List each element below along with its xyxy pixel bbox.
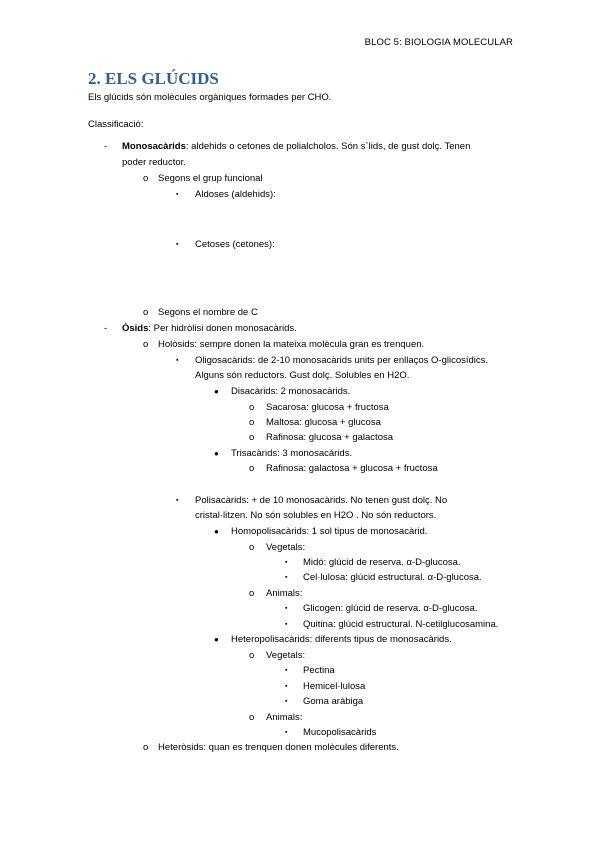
square-marker: ▪ — [285, 621, 288, 628]
animals-item: Animals: — [266, 712, 303, 723]
hemicellulosa-item: Hemicel·lulosa — [303, 681, 366, 692]
monosacarids-term: Monosacàrids — [122, 141, 186, 152]
bullet-marker: ● — [214, 449, 219, 458]
mido-item: Midó: glúcid de reserva. α-D-glucosa. — [303, 557, 461, 568]
glicogen-item: Glicogen: glúcid de reserva. α-D-glucosa. — [303, 603, 478, 614]
square-marker: ▪ — [285, 605, 288, 612]
mucopolisacarids-item: Mucopolisacàrids — [303, 727, 377, 738]
pectina-item: Pectina — [303, 665, 335, 676]
osids-item — [122, 323, 297, 335]
bullet-marker: ● — [214, 387, 219, 396]
circle-marker: o — [143, 307, 149, 318]
maltosa-item: Maltosa: glucosa + glucosa — [266, 417, 381, 428]
monosacarids-desc-cont: poder reductor. — [122, 157, 186, 168]
vegetals-item: Vegetals: — [266, 650, 306, 661]
circle-marker: o — [249, 432, 255, 443]
osids-term: Òsids — [122, 323, 149, 334]
page-header: BLOC 5: BIOLOGIA MOLECULAR — [364, 37, 513, 48]
oligosacarids-item: Oligosacàrids: de 2-10 monosacàrids units per enllaços O-glicosídics. — [195, 355, 489, 366]
grup-funcional-item: Segons el grup funcional — [158, 173, 263, 184]
polisacarids-item: Polisacàrids: + de 10 monosacàrids. No tenen gust dolç. No — [195, 495, 448, 506]
rafinosa-tri-item: Rafinosa: galactosa + glucosa + fructosa — [266, 463, 438, 474]
holosids-item: Holòsids: sempre donen la mateixa molècula gran es trenquen. — [158, 339, 425, 350]
dash-marker: - — [104, 141, 108, 152]
square-marker: ▪ — [285, 683, 288, 690]
circle-marker: o — [249, 542, 255, 553]
goma-arabiga-item: Goma aràbiga — [303, 696, 364, 707]
circle-marker: o — [143, 339, 149, 350]
circle-marker: o — [249, 712, 255, 723]
circle-marker: o — [249, 650, 255, 661]
square-marker: ▪ — [285, 698, 288, 705]
square-marker: ▪ — [285, 574, 288, 581]
section-title: 2. ELS GLÚCIDS — [88, 69, 219, 88]
square-marker: ▪ — [176, 497, 179, 504]
aldoses-item: Aldoses (aldehids): — [195, 189, 276, 200]
nombre-c-item: Segons el nombre de C — [158, 307, 258, 318]
circle-marker: o — [249, 417, 255, 428]
monosacarids-desc: : aldehids o cetones de polialcholos. Són s`lids, de gust dolç. Tenen — [185, 141, 471, 152]
heteropolisacarids-item: Heteropolisacàrids: diferents tipus de monosacàrids. — [231, 634, 452, 645]
circle-marker: o — [143, 173, 149, 184]
square-marker: ▪ — [176, 191, 179, 198]
square-marker: ▪ — [285, 559, 288, 566]
bullet-marker: ● — [214, 527, 219, 536]
osids-desc: : Per hidròlisi donen monosacàrids. — [148, 323, 297, 334]
disacarids-item: Disacàrids: 2 monosacàrids. — [231, 386, 351, 397]
circle-marker: o — [249, 463, 255, 474]
circle-marker: o — [143, 742, 149, 753]
cellulosa-item: Cel·lulosa: glúcid estructural. α-D-glucosa. — [303, 572, 482, 583]
bullet-marker: ● — [214, 635, 219, 644]
oligosacarids-item-cont: Alguns són reductors. Gust dolç. Solubles en H2O. — [195, 370, 410, 381]
heterosids-item: Heteròsids: quan es trenquen donen molècules diferents. — [158, 742, 399, 753]
cetoses-item: Cetoses (cetones): — [195, 239, 275, 250]
circle-marker: o — [249, 402, 255, 413]
square-marker: ▪ — [285, 667, 288, 674]
square-marker: ▪ — [176, 357, 179, 364]
animals-item: Animals: — [266, 588, 303, 599]
classification-label: Classificació: — [88, 119, 144, 130]
quitina-item: Quitina: glúcid estructural. N-cetilglucosamina. — [303, 619, 499, 630]
rafinosa-item: Rafinosa: glucosa + galactosa — [266, 432, 394, 443]
polisacarids-item-cont: cristal·litzen. No són solubles en H2O . No són reductors. — [195, 510, 437, 521]
homopolisacarids-item: Homopolisacàrids: 1 sol tipus de monosacàrid. — [231, 526, 428, 537]
square-marker: ▪ — [285, 729, 288, 736]
trisacarids-item: Trisacàrids: 3 monosacàrids. — [231, 448, 353, 459]
square-marker: ▪ — [176, 241, 179, 248]
circle-marker: o — [249, 588, 255, 599]
sacarosa-item: Sacarosa: glucosa + fructosa — [266, 402, 389, 413]
vegetals-item: Vegetals: — [266, 542, 306, 553]
intro-text: Els glúcids són molècules orgàniques formades per CHO. — [88, 92, 332, 103]
monosacarids-item — [122, 141, 470, 153]
dash-marker: - — [104, 323, 108, 334]
